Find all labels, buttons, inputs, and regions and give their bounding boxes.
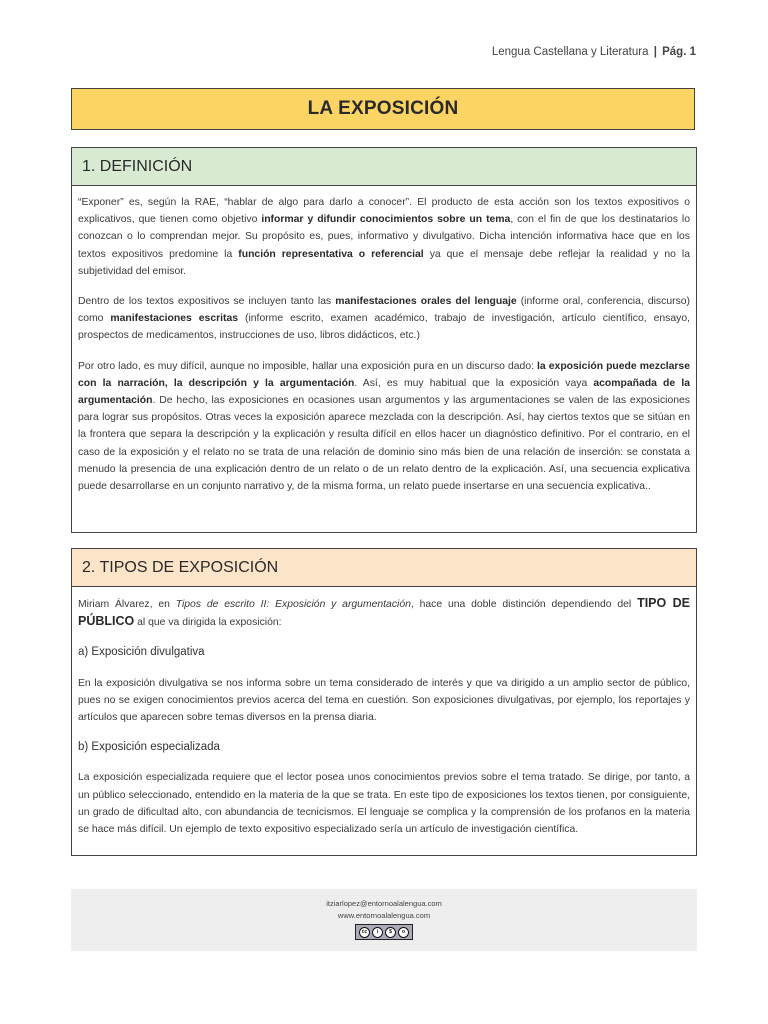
emphasis-text: TIPO DE PÚBLICO: [78, 596, 690, 629]
sa-icon: o: [398, 927, 409, 938]
page-footer: [71, 889, 697, 951]
bold-text: manifestaciones orales del lenguaje: [335, 296, 517, 308]
intro-paragraph: [78, 595, 690, 631]
paragraph-especializada: La exposición especializada requiere que el lector posea unos conocimientos previos sobre el tema tratado. Se dirige, por tanto, a un público seleccionado, entendido en la materia de la que se trata. En este tipo de exposiciones los textos tienen, por consiguiente, un grado de dificultad alto, con abundancia de tecnicismos. El lenguaje se complica y la comprensión de los profanos en la materia se hace más difícil. Un ejemplo de texto expositivo especializado sería un artículo de investigación científica.: [78, 772, 690, 836]
subject-label: Lengua Castellana y Literatura: [491, 46, 649, 58]
text-run: , con el fin de que los destinatarios lo conozcan o lo comprendan mejor. Su propósito es, pues, informativo y divulgativo. Dicha intención informativa hace que en los textos expositivos predomine la: [78, 214, 690, 260]
bold-text: la exposición puede mezclarse con la narración, la descripción y la argumentación: [78, 360, 690, 389]
section-heading: 1. DEFINICIÓN: [72, 148, 696, 186]
bold-text: informar y difundir conocimientos sobre un tema: [261, 214, 511, 226]
nc-icon: $: [385, 927, 396, 938]
text-run: . De hecho, las exposiciones en ocasiones usan argumentos y las argumentaciones se valen de las exposiciones para lograr sus propósitos. Otras veces la exposición aparece mezclada con la descripción. Así, hay ciertos textos que se sitúan en la frontera que separa la descripción y la explicación y resulta difícil en ellos hacer un diagnóstico definitivo. Por el contrario, en el caso de la exposición y el relato no se trata de una relación de dominio sino más bien de una relación de inserción: se constata a menudo la presencia de una explicación dentro de un relato o de un relato dentro de la explicación. Así, una secuencia explicativa puede desarrollarse en un conjunto narrativo y, de la misma forma, un relato puede insertarse en una secuencia explicativa..: [78, 395, 690, 493]
text-run: al que va dirigida la exposición:: [134, 617, 282, 629]
text-run: Miriam Álvarez, en: [78, 599, 176, 610]
footer-website[interactable]: www.entornoalalengua.com: [337, 911, 431, 920]
page-header: [492, 46, 696, 58]
italic-title: Tipos de escrito II: Exposición y argumentación: [175, 599, 411, 610]
paragraph: [78, 194, 690, 280]
text-run: (informe escrito, examen académico, trabajo de investigación, artículo científico, ensayo, prospectos de medicamentos, instrucciones de uso, libros didácticos, etc.): [78, 313, 690, 342]
paragraph-divulgativa: En la exposición divulgativa se nos informa sobre un tema considerado de interés y que va dirigido a un amplio sector de público, pues no se exigen conocimientos previos acerca del tema en cuestión. Son exposiciones divulgativas, por ejemplo, los reportajes y artículos que aparecen sobre temas diversos en la prensa diaria.: [78, 677, 690, 724]
cc-icon: cc: [359, 927, 370, 938]
subheading-especializada: b) Exposición especializada: [78, 741, 220, 754]
creative-commons-by-nc-sa-icon: [355, 924, 413, 940]
page-title: LA EXPOSICIÓN: [307, 98, 459, 119]
paragraph: [78, 293, 690, 345]
subheading-divulgativa: a) Exposición divulgativa: [78, 646, 205, 659]
title-banner: [71, 88, 695, 130]
footer-email[interactable]: itziarlopez@entornoalalengua.com: [326, 899, 442, 908]
section-tipos: [71, 548, 697, 856]
text-run: , hace una doble distinción dependiendo del: [410, 599, 638, 610]
text-run: Dentro de los textos expositivos se incluyen tanto las: [78, 296, 336, 308]
paragraph: [78, 358, 690, 496]
section-heading: 2. TIPOS DE EXPOSICIÓN: [72, 549, 696, 587]
bold-text: función representativa o referencial: [238, 248, 424, 260]
bold-text: acompañada de la argumentación: [78, 377, 690, 407]
section-definicion: [71, 147, 697, 533]
text-run: Por otro lado, es muy difícil, aunque no imposible, hallar una exposición pura en un discurso dado:: [78, 360, 538, 372]
bold-text: manifestaciones escritas: [110, 313, 239, 325]
text-run: “Exponer” es, según la RAE, “hablar de algo para darlo a conocer”. El producto de esta acción son los textos expositivos o explicativos, que tienen como objetivo: [78, 197, 690, 226]
text-run: . Así, es muy habitual que la exposición vaya: [354, 377, 594, 389]
header-separator: |: [653, 46, 657, 58]
text-run: (informe oral, conferencia, discurso) como: [78, 296, 690, 325]
text-run: ya que el mensaje debe reflejar la realidad y no la subjetividad del emisor.: [78, 248, 691, 277]
section-body: [72, 587, 696, 838]
section-body: [72, 186, 696, 495]
page-number: Pág. 1: [662, 46, 696, 58]
by-icon: i: [372, 927, 383, 938]
